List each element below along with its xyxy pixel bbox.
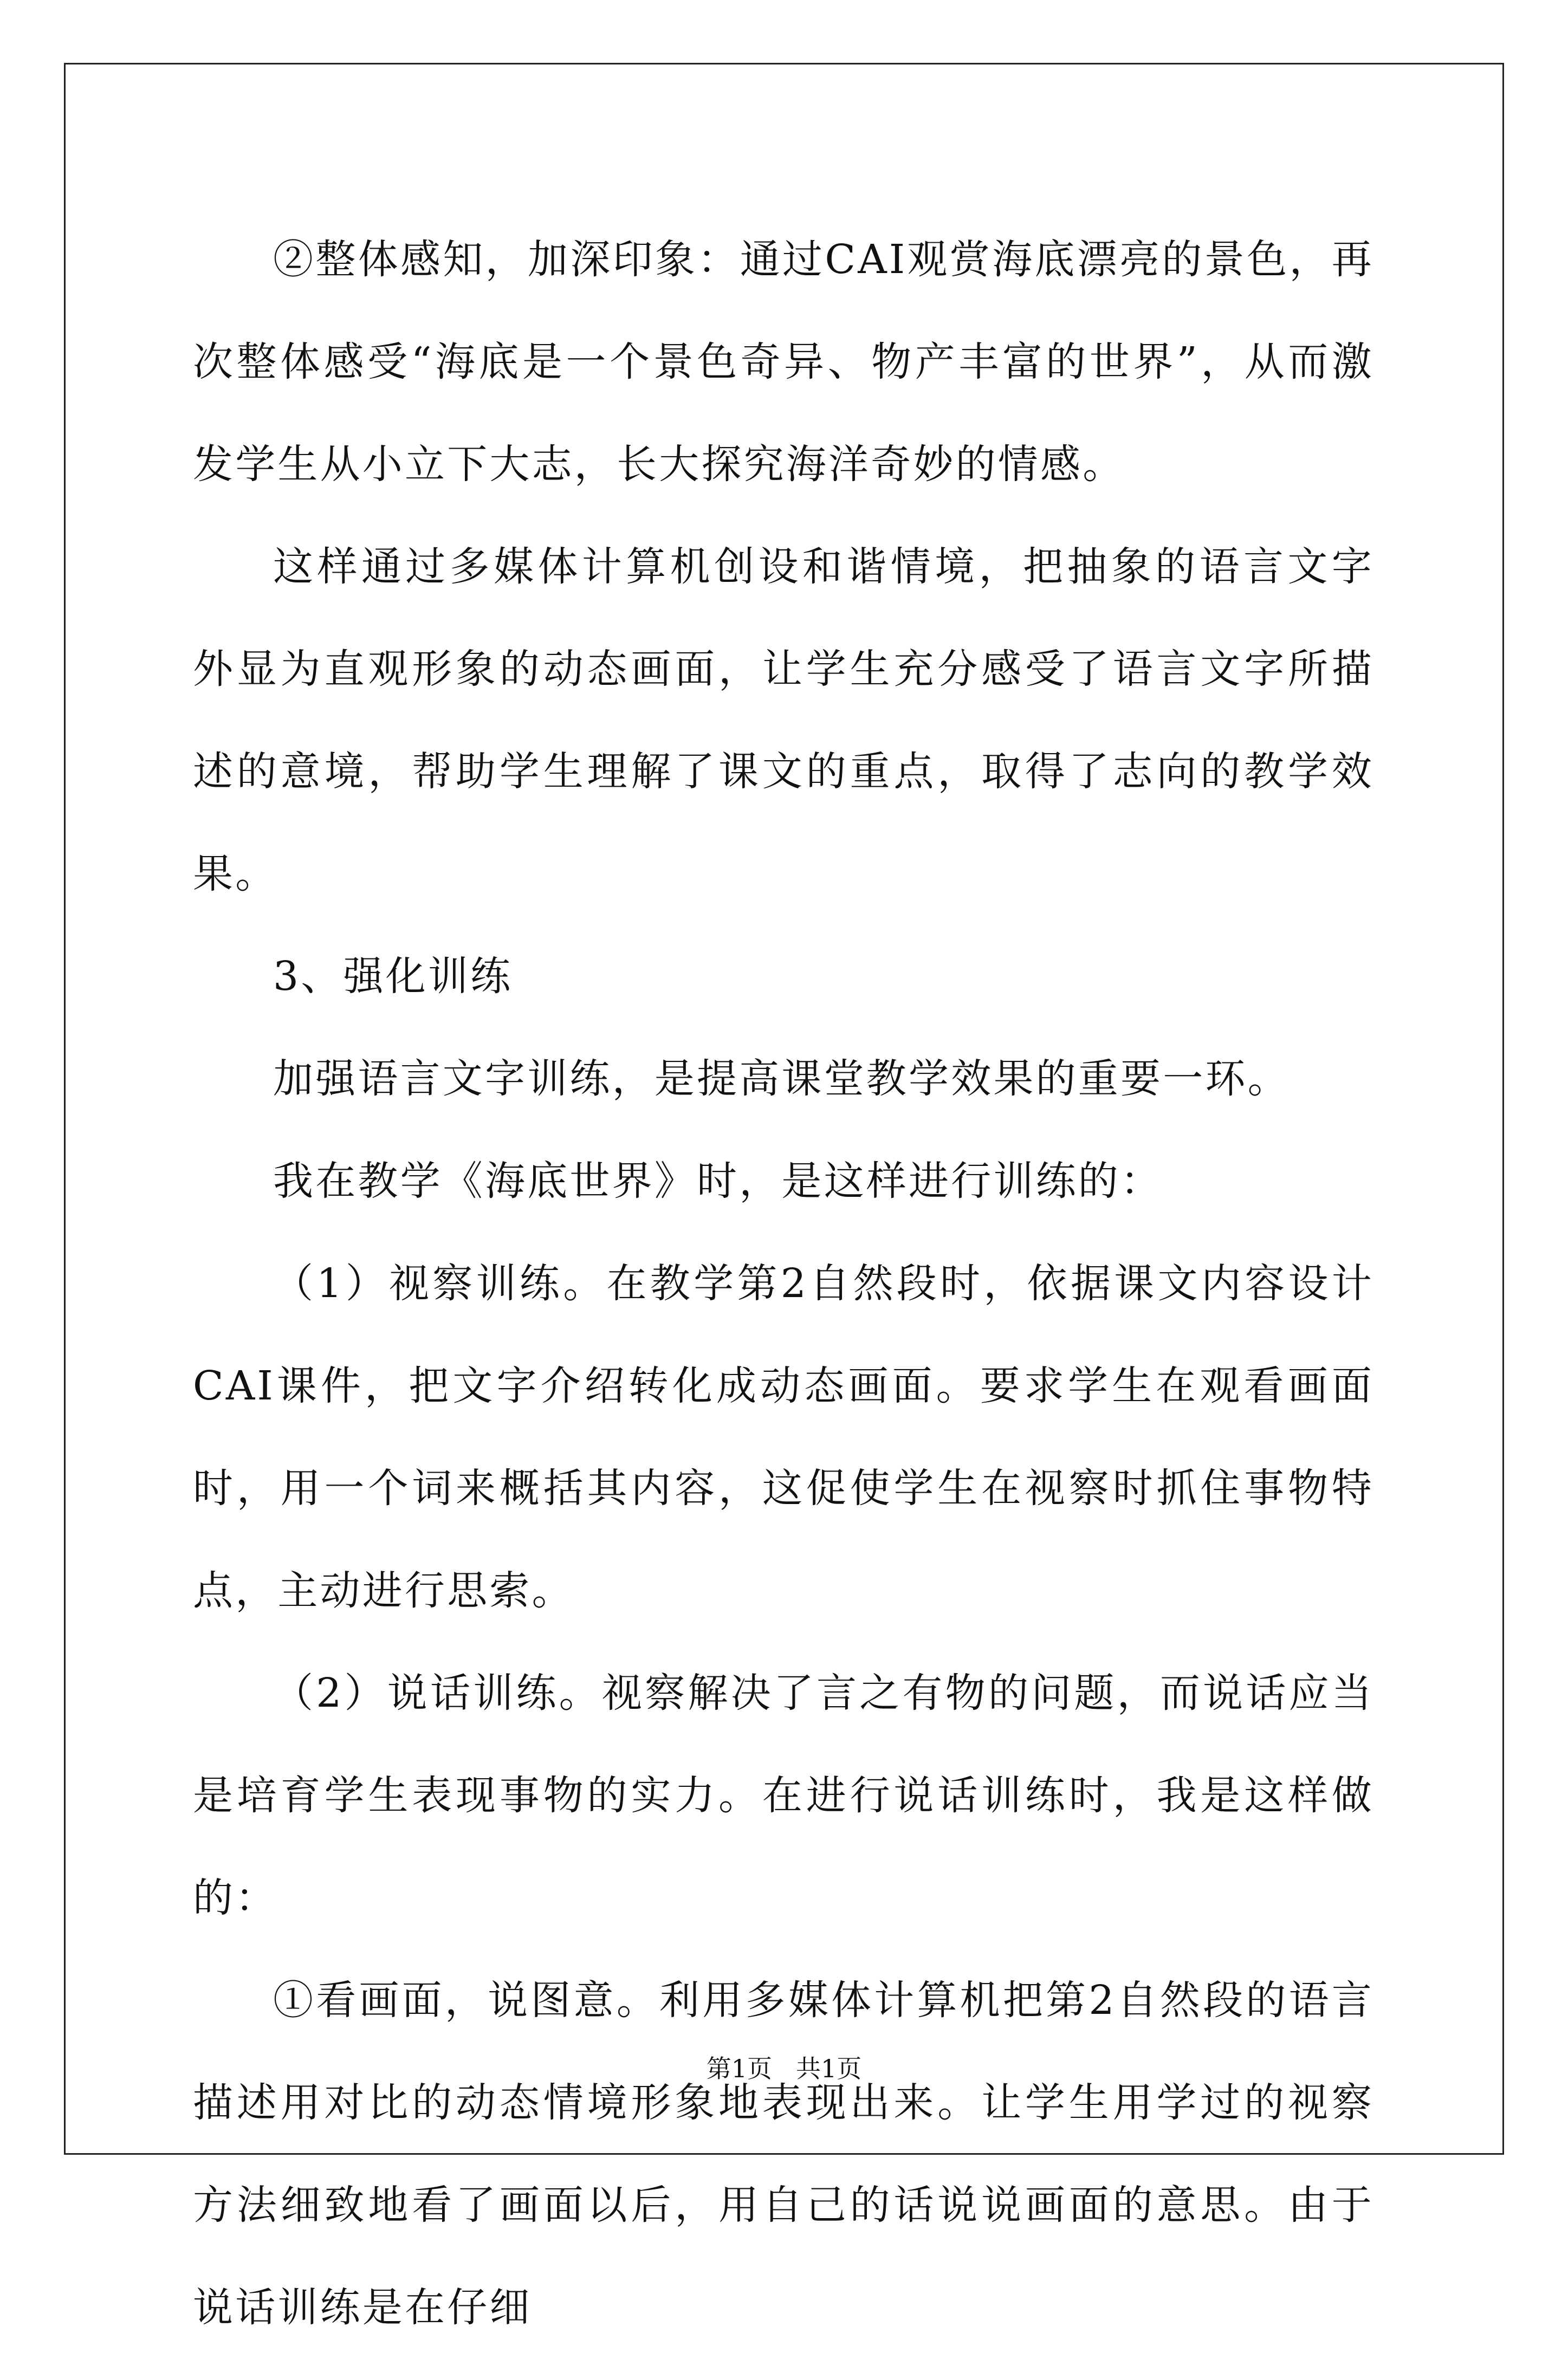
page-number: 第1页 <box>706 2054 772 2083</box>
paragraph-overall-perception: ②整体感知，加深印象：通过CAI观赏海底漂亮的景色，再次整体感受“海底是一个景色奇异、物产丰富的世界”，从而激发学生从小立下大志，长大探究海洋奇妙的情感。 <box>193 236 1374 488</box>
section-heading-training: 3、强化训练 <box>273 953 513 1000</box>
paragraph-observation-training: （1）视察训练。在教学第2自然段时，依据课文内容设计CAI课件，把文字介绍转化成动态画面。要求学生在观看画面时，用一个词来概括其内容，这促使学生在视察时抓住事物特点，主动进行思索。 <box>193 1260 1374 1614</box>
paragraph-multimedia-effect: 这样通过多媒体计算机创设和谐情境，把抽象的语言文字外显为直观形象的动态画面，让学生充分感受了语言文字所描述的意境，帮助学生理解了课文的重点，取得了志向的教学效果。 <box>193 543 1374 897</box>
document-body <box>193 209 1374 2359</box>
page-footer <box>0 2052 1568 2085</box>
page-total: 共1页 <box>796 2054 862 2083</box>
paragraph-look-and-describe: ①看画面，说图意。利用多媒体计算机把第2自然段的语言描述用对比的动态情境形象地表现出来。让学生用学过的视察方法细致地看了画面以后，用自己的话说说画面的意思。由于说话训练是在仔细 <box>193 1977 1374 2331</box>
paragraph-language-training: 加强语言文字训练，是提高课堂教学效果的重要一环。 <box>273 1055 1290 1102</box>
paragraph-speaking-training: （2）说话训练。视察解决了言之有物的问题，而说话应当是培育学生表现事物的实力。在进行说话训练时，我是这样做的： <box>193 1670 1374 1921</box>
paragraph-teaching-method: 我在教学《海底世界》时，是这样进行训练的： <box>273 1158 1163 1204</box>
